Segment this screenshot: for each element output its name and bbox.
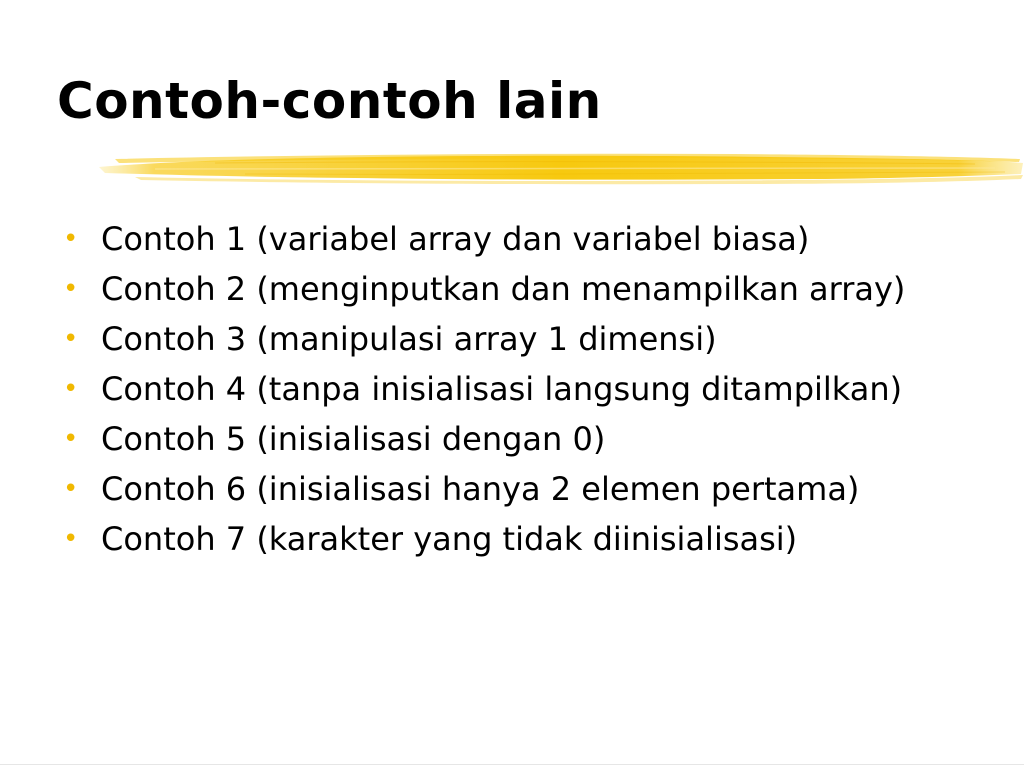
list-item [60, 468, 960, 511]
list-item-label: Contoh 3 (manipulasi array 1 dimensi) [101, 320, 717, 358]
bottom-divider [0, 764, 1024, 765]
list-item [60, 218, 960, 261]
bullet-icon: • [63, 224, 79, 254]
bullet-icon: • [63, 274, 79, 304]
bullet-icon: • [63, 524, 79, 554]
list-item-label: Contoh 1 (variabel array dan variabel biasa) [101, 220, 810, 258]
slide-title: Contoh-contoh lain [57, 72, 602, 130]
list-item-label: Contoh 7 (karakter yang tidak diinisialisasi) [101, 520, 798, 558]
bullet-list [60, 218, 960, 568]
list-item [60, 418, 960, 461]
bullet-icon: • [63, 324, 79, 354]
bullet-icon: • [63, 474, 79, 504]
list-item [60, 268, 960, 311]
list-item-label: Contoh 2 (menginputkan dan menampilkan array) [101, 270, 906, 308]
list-item-label: Contoh 4 (tanpa inisialisasi langsung ditampilkan) [101, 370, 903, 408]
list-item [60, 318, 960, 361]
list-item [60, 518, 960, 561]
list-item-label: Contoh 5 (inisialisasi dengan 0) [101, 420, 606, 458]
bullet-icon: • [63, 374, 79, 404]
list-item [60, 368, 960, 411]
bullet-icon: • [63, 424, 79, 454]
title-underline-brush-stroke [95, 147, 1024, 191]
list-item-label: Contoh 6 (inisialisasi hanya 2 elemen pertama) [101, 470, 860, 508]
